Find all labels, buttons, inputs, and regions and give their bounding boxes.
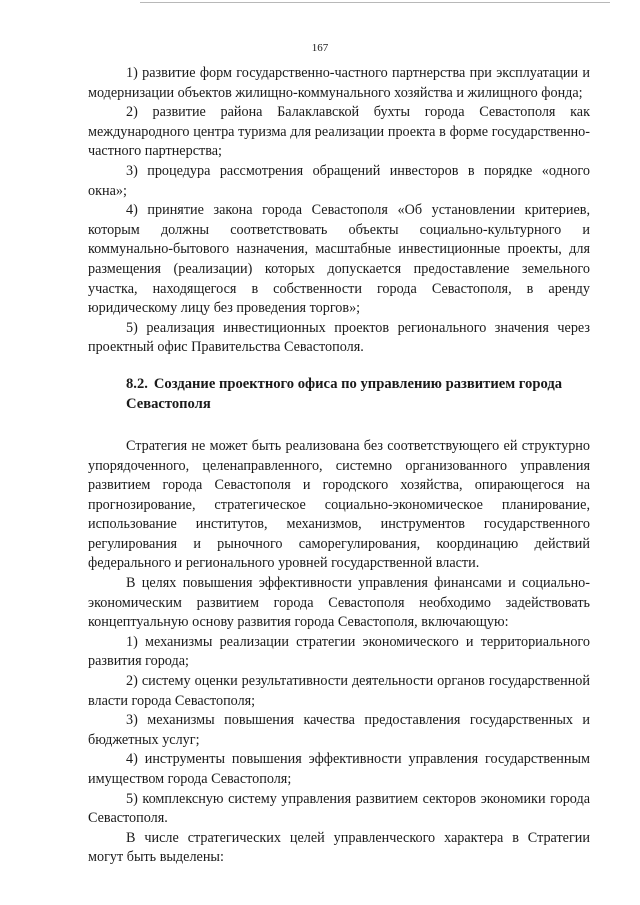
- list-item: 4) инструменты повышения эффективности управления государственным имуществом города Севастополя;: [88, 751, 590, 787]
- list-item: 4) принятие закона города Севастополя «Об установлении критериев, которым должны соответствовать объекты социально-культурного и коммунально-бытового назначения, масштабные инвестиционные проекты, для размещения (реализации) которых допускается предоставление земельного участка, находящегося в собственности города Севастополя, в аренду юридическому лицу без проведения торгов»;: [88, 202, 590, 317]
- section-heading: [88, 374, 590, 414]
- list-item: 3) процедура рассмотрения обращений инвесторов в порядке «одного окна»;: [88, 162, 590, 199]
- intro-paragraph: Стратегия не может быть реализована без соответствующего ей структурно упорядоченного, целенаправленного, системно организованного управления развитием города Севастополя и городского хозяйства, опирающегося на прогнозирование, стратегическое социально-экономическое планирование, использование институтов, механизмов, инструментов государственного регулирования и рыночного саморегулирования, координацию действий федерального и регионального уровней государственной власти.: [88, 437, 590, 572]
- list-item: 1) развитие форм государственно-частного партнерства при эксплуатации и модернизации объектов жилищно-коммунального хозяйства и жилищного фонда;: [88, 65, 590, 101]
- page-number: 167: [311, 42, 329, 54]
- list-item: 2) систему оценки результативности деятельности органов государственной власти города Севастополя;: [88, 673, 590, 709]
- list-item: 1) механизмы реализации стратегии экономического и территориального развития города;: [88, 633, 590, 670]
- closing-paragraph: В числе стратегических целей управленческого характера в Стратегии могут быть выделены:: [88, 829, 590, 866]
- list-item: 5) комплексную систему управления развитием секторов экономики города Севастополя.: [88, 790, 590, 827]
- section-number: 8.2.: [126, 375, 148, 392]
- framework-paragraph: В целях повышения эффективности управления финансами и социально-экономическим развитием города Севастополя необходимо задействовать концептуальную основу развития города Севастополя, включающую:: [88, 575, 590, 631]
- top-border-line: [140, 2, 610, 3]
- document-body: [88, 64, 590, 868]
- list-item: 3) механизмы повышения качества предоставления государственных и бюджетных услуг;: [88, 712, 590, 748]
- section-title: Создание проектного офиса по управлению развитием города Севастополя: [126, 375, 563, 412]
- list-item: 5) реализация инвестиционных проектов регионального значения через проектный офис Правительства Севастополя.: [88, 319, 590, 356]
- list-item: 2) развитие района Балаклавской бухты города Севастополя как международного центра туризма для реализации проекта в форме государственно-частного партнерства;: [88, 104, 590, 160]
